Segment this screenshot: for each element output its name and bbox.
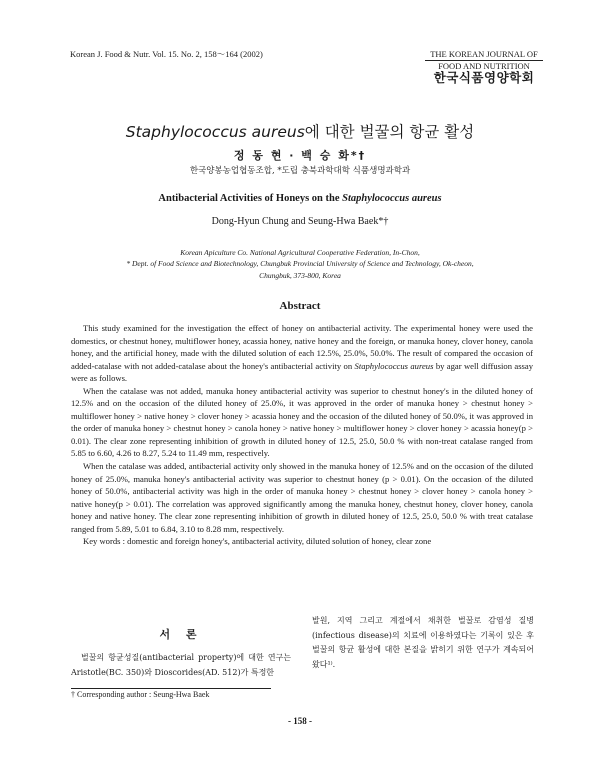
authors-english: Dong-Hyun Chung and Seung-Hwa Baek*† xyxy=(211,216,389,227)
page-number: - 158 - xyxy=(288,716,312,726)
introduction-paragraph: 벌꿀의 항균성질(antibacterial property)에 대한 연구는 Aristotle(BC. 350)와 Dioscorides(AD. 512)가 특정한 xyxy=(71,653,291,677)
title-korean-rest: 에 대한 벌꿀의 항균 활성 xyxy=(304,123,475,141)
authors-korean: 정 동 현 · 백 승 화*† xyxy=(233,149,367,162)
title-korean xyxy=(40,120,560,142)
abstract-body xyxy=(71,322,533,548)
journal-masthead xyxy=(425,50,543,84)
introduction-continuation: 발원, 지역 그리고 계절에서 채취한 벌꿀로 감염성 질병(infectious disease)의 치료에 이용하였다는 기록이 있은 후 벌꿀의 항균 활성에 대한 본질을 밝히기 위한 연구가 계속되어 왔다¹⁾. xyxy=(312,616,534,669)
affiliation-line-1: Korean Apiculture Co. National Agricultural Cooperative Federation, In-Chon, xyxy=(180,248,420,257)
title-korean-organism: Staphylococcus aureus xyxy=(125,123,305,141)
journal-citation: Korean J. Food & Nutr. Vol. 15. No. 2, 158～164 (2002) xyxy=(70,49,263,59)
introduction-right-column xyxy=(312,614,534,672)
abstract-paragraph-2: When the catalase was not added, manuka honey antibacterial activity was superior to chestnut honey's in the diluted honey of 12.5% and on the occasion of the diluted honey of 25.0%, it was approved in the order of manuka honey > chestnut honey > multiflower honey > native honey > clover honey > acassia honey and the occasion of the diluted honey of 50.0%, it was approved in the order of manuka honey > chestnut honey > canola honey > native honey > multiflower honey > clover honey > acassia honey(p > 0.01). The clear zone representing inhibition of growth in diluted honey of 12.5, 25.0, 50.0 % with non-treat catalase ranged from 5.85 to 6.60, 4.26 to 8.27, 5.24 to 11.49 mm, respectively. xyxy=(71,385,533,459)
affiliation-line-2: * Dept. of Food Science and Biotechnology, Chungbuk Provincial University of Science and Technology, Ok-cheon, xyxy=(126,259,474,269)
abstract-heading: Abstract xyxy=(279,300,321,312)
title-english xyxy=(40,193,560,204)
footnote-divider xyxy=(71,688,271,689)
title-english-plain: Antibacterial Activities of Honeys on the xyxy=(158,193,343,204)
introduction-left-column xyxy=(71,651,291,680)
journal-name-ko: 한국식품영양학회 xyxy=(433,69,535,85)
abstract-p1-organism: Staphylococcus aureus xyxy=(354,360,434,371)
title-english-organism: Staphylococcus aureus xyxy=(342,193,442,204)
abstract-paragraph-3: When the catalase was added, antibacterial activity only showed in the manuka honey of 12.5% and on the occasion of the diluted honey of 25.0%, manuka honey's antibacterial activity was superior to chestnut honey (p > 0.01). On the occasion of the diluted honey of 50.0%, antibacterial activity was high in the order of manuka honey > chestnut honey > clover honey > canola honey > native honey(p > 0.01). The correlation was approved significantly among the manuka honey, chestnut honey, clover honey, canola honey and native honey. The clear zone representing inhibition of growth in diluted honey of 12.5, 25.0, 50.0 % with treat catalase ranged from 5.89, 5.01 to 6.84, 3.10 to 8.28 mm, respectively. xyxy=(71,461,533,534)
section-heading-introduction: 서 론 xyxy=(159,628,203,641)
abstract-paragraph-1 xyxy=(71,322,533,385)
affiliation-english xyxy=(40,247,560,281)
journal-name-en-line2: FOOD AND NUTRITION xyxy=(438,60,530,71)
journal-name-en-line1: THE KOREAN JOURNAL OF xyxy=(430,49,538,59)
keywords: Key words : domestic and foreign honey's, antibacterial activity, diluted solution of honey, clear zone xyxy=(83,536,432,547)
footnote-corresponding-author: † Corresponding author : Seung-Hwa Baek xyxy=(71,690,210,699)
affiliation-korean: 한국양봉농업협동조합, *도립 충북과학대학 식품생명과학과 xyxy=(189,166,411,176)
abstract-p1-end: by agar well diffusion assay were as follows. xyxy=(71,360,533,384)
affiliation-line-3: Chungbuk, 373-800, Korea xyxy=(259,270,341,280)
abstract-p1-start: This study examined for the investigation the effect of honey on antibacterial activity. The experimental honey were used the domestics, or chestnut honey, multiflower honey, acassia honey, native honey and the foreign, or manuka honey, clover honey, canola honey, and the artificial honey, made with the diluted solution of each 12.5%, 25.0%, 50.0%. The result of compared the occasion of added-catalase with not added-catalase about the honey's antibacterial activity on xyxy=(71,323,533,371)
